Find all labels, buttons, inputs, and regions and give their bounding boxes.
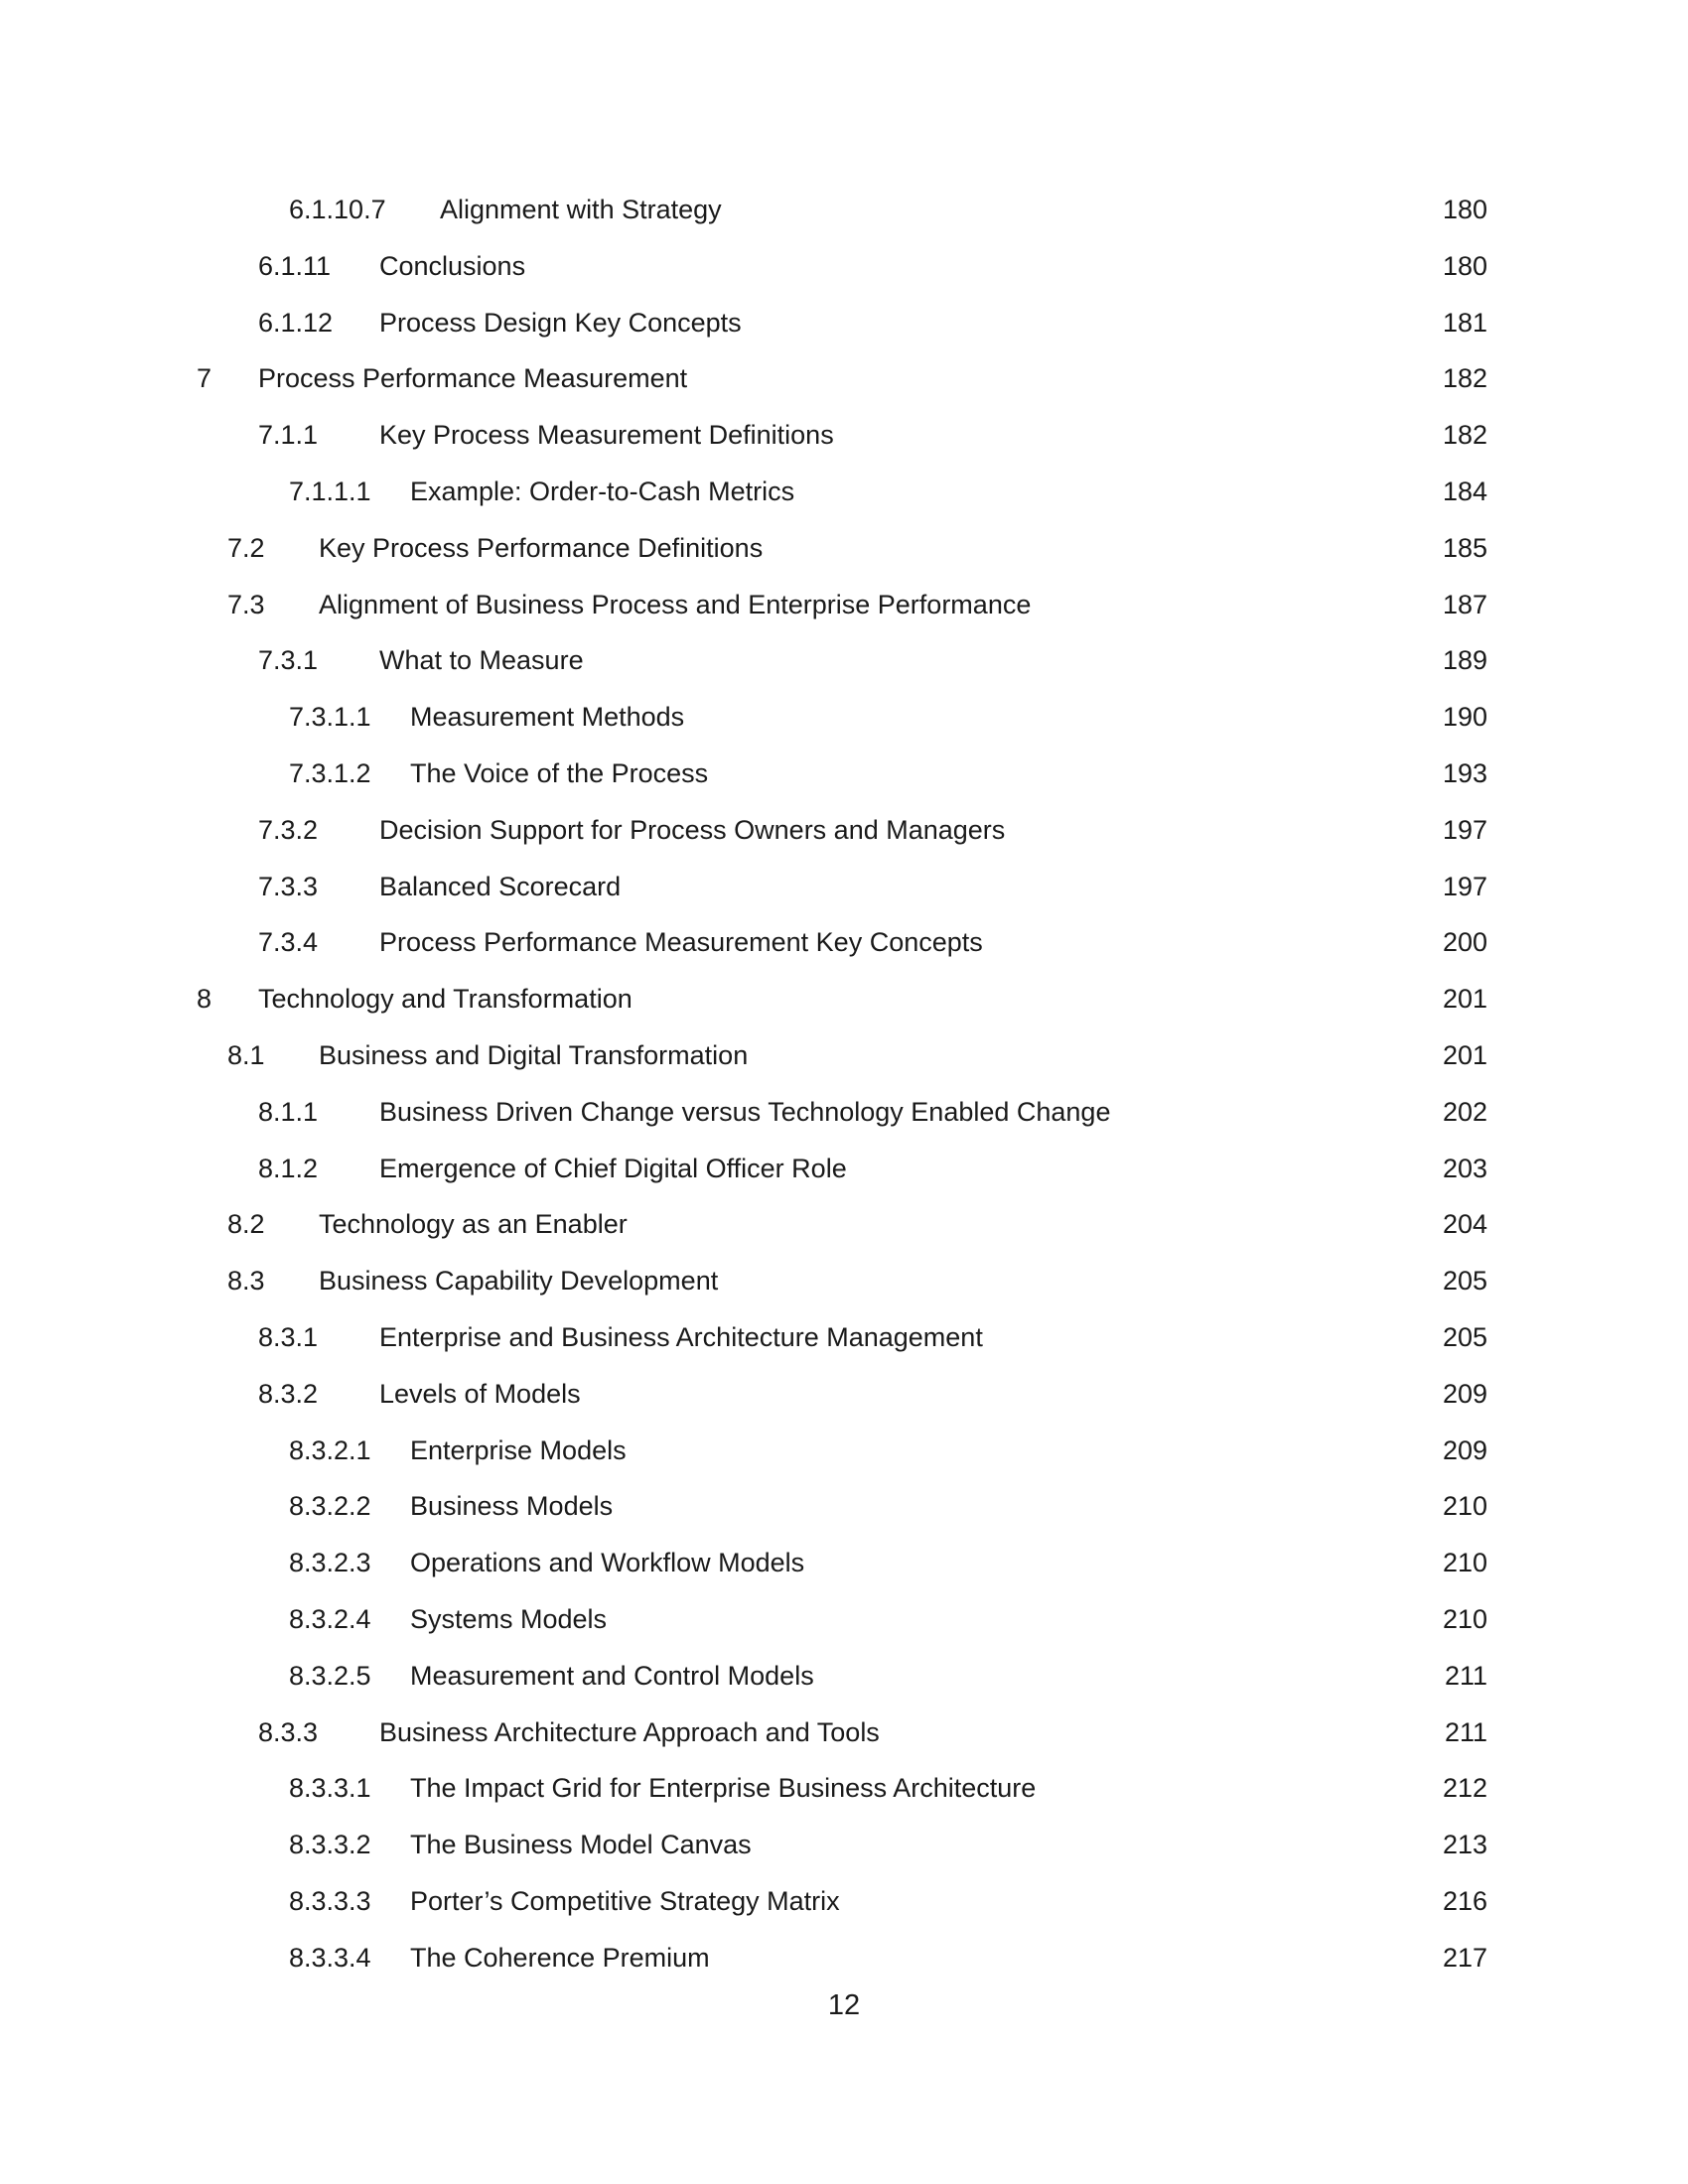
toc-entry-title: Process Performance Measurement xyxy=(258,363,688,394)
toc-entry-page: 187 xyxy=(1442,589,1487,619)
toc-entry-number: 8.3.2.1 xyxy=(289,1434,371,1465)
toc-entry-page: 216 xyxy=(1442,1885,1487,1916)
toc-entry-page: 211 xyxy=(1444,1660,1487,1691)
toc-entry-number: 8.1 xyxy=(227,1039,265,1070)
toc-entry-title: Example: Order-to-Cash Metrics xyxy=(410,476,795,506)
toc-entry-title: Decision Support for Process Owners and Managers xyxy=(379,814,1006,845)
toc-entry-title: Levels of Models xyxy=(379,1378,581,1409)
toc-entry[interactable] xyxy=(0,1209,1688,1266)
toc-entry[interactable] xyxy=(0,1886,1688,1943)
toc-entry[interactable] xyxy=(0,363,1688,420)
toc-entry-number: 8.3.3.4 xyxy=(289,1942,371,1973)
toc-entry-page: 203 xyxy=(1442,1153,1487,1183)
toc-entry-number: 8.3 xyxy=(227,1266,265,1297)
toc-entry-title: The Voice of the Process xyxy=(410,757,709,788)
toc-entry-title: Measurement Methods xyxy=(410,702,685,733)
toc-entry-title: Porter’s Competitive Strategy Matrix xyxy=(410,1885,840,1916)
toc-entry[interactable] xyxy=(0,815,1688,872)
toc-entry[interactable] xyxy=(0,1266,1688,1322)
toc-entry-title: Balanced Scorecard xyxy=(379,871,622,901)
toc-entry-title: What to Measure xyxy=(379,645,584,676)
toc-entry-number: 8 xyxy=(197,984,212,1015)
toc-entry[interactable] xyxy=(0,533,1688,590)
toc-entry-number: 6.1.10.7 xyxy=(289,195,386,224)
toc-entry[interactable] xyxy=(0,590,1688,646)
table-of-contents xyxy=(0,195,1688,1999)
toc-entry-number: 8.3.3.3 xyxy=(289,1885,371,1916)
toc-entry-page: 210 xyxy=(1442,1548,1487,1578)
toc-entry-title: Business Driven Change versus Technology Enabled Change xyxy=(379,1096,1111,1127)
toc-entry-page: 193 xyxy=(1442,757,1487,788)
toc-entry-title: Business and Digital Transformation xyxy=(319,1039,749,1070)
toc-entry-title: The Coherence Premium xyxy=(410,1942,710,1973)
toc-entry-page: 205 xyxy=(1442,1266,1487,1297)
toc-entry-page: 204 xyxy=(1442,1209,1487,1240)
toc-entry-number: 8.3.3.1 xyxy=(289,1773,371,1804)
toc-entry-page: 184 xyxy=(1442,476,1487,506)
toc-entry-page: 201 xyxy=(1442,984,1487,1015)
toc-entry-title: The Impact Grid for Enterprise Business Architecture xyxy=(410,1773,1037,1804)
toc-entry-page: 201 xyxy=(1442,1039,1487,1070)
toc-entry-number: 8.3.2 xyxy=(258,1378,319,1409)
page-number: 12 xyxy=(827,1989,861,2021)
toc-entry[interactable] xyxy=(0,1661,1688,1717)
toc-entry-number: 7.3.2 xyxy=(258,814,319,845)
toc-entry[interactable] xyxy=(0,1491,1688,1548)
toc-entry-number: 7.3.3 xyxy=(258,871,319,901)
toc-entry-page: 190 xyxy=(1442,702,1487,733)
toc-entry-number: 7.3 xyxy=(227,589,265,619)
toc-entry[interactable] xyxy=(0,984,1688,1040)
toc-entry-title: Alignment with Strategy xyxy=(440,195,722,224)
toc-entry-page: 210 xyxy=(1442,1603,1487,1634)
toc-entry-title: Enterprise Models xyxy=(410,1434,627,1465)
toc-entry-page: 217 xyxy=(1442,1942,1487,1973)
toc-entry-page: 185 xyxy=(1442,532,1487,563)
toc-entry[interactable] xyxy=(0,308,1688,364)
toc-entry-page: 209 xyxy=(1442,1434,1487,1465)
toc-entry-number: 8.3.2.5 xyxy=(289,1660,371,1691)
toc-entry-title: Business Architecture Approach and Tools xyxy=(379,1716,880,1747)
toc-entry-title: Measurement and Control Models xyxy=(410,1660,814,1691)
toc-entry-page: 189 xyxy=(1442,645,1487,676)
toc-entry[interactable] xyxy=(0,645,1688,702)
toc-entry-title: Process Performance Measurement Key Concepts xyxy=(379,927,983,958)
toc-entry-page: 211 xyxy=(1444,1716,1487,1747)
toc-entry[interactable] xyxy=(0,477,1688,533)
toc-entry-number: 8.3.1 xyxy=(258,1321,319,1352)
toc-entry-page: 197 xyxy=(1442,871,1487,901)
toc-entry-number: 6.1.12 xyxy=(258,307,334,338)
toc-entry-title: Technology as an Enabler xyxy=(319,1209,628,1240)
toc-entry-number: 7.3.4 xyxy=(258,927,319,958)
toc-entry-number: 8.3.2.2 xyxy=(289,1491,371,1522)
toc-entry-page: 182 xyxy=(1442,363,1487,394)
toc-entry-number: 8.3.3 xyxy=(258,1716,319,1747)
toc-entry-title: Alignment of Business Process and Enterprise Performance xyxy=(319,589,1032,619)
toc-entry-title: Process Design Key Concepts xyxy=(379,307,742,338)
toc-entry-number: 8.1.2 xyxy=(258,1153,319,1183)
toc-entry[interactable] xyxy=(0,1040,1688,1097)
toc-entry-title: Business Models xyxy=(410,1491,614,1522)
toc-entry[interactable] xyxy=(0,1322,1688,1379)
toc-entry-title: Operations and Workflow Models xyxy=(410,1548,805,1578)
toc-entry-page: 180 xyxy=(1442,195,1487,224)
toc-entry-number: 8.3.2.4 xyxy=(289,1603,371,1634)
toc-entry[interactable] xyxy=(0,1604,1688,1661)
toc-entry[interactable] xyxy=(0,1435,1688,1492)
toc-entry-title: Systems Models xyxy=(410,1603,608,1634)
toc-entry-page: 181 xyxy=(1442,307,1487,338)
toc-entry-title: Business Capability Development xyxy=(319,1266,719,1297)
toc-entry-page: 180 xyxy=(1442,250,1487,281)
toc-entry-page: 210 xyxy=(1442,1491,1487,1522)
toc-entry-number: 7.2 xyxy=(227,532,265,563)
toc-entry[interactable] xyxy=(0,1717,1688,1774)
toc-entry-number: 8.3.3.2 xyxy=(289,1830,371,1860)
toc-entry-page: 213 xyxy=(1442,1830,1487,1860)
toc-entry[interactable] xyxy=(0,702,1688,758)
toc-entry-page: 202 xyxy=(1442,1096,1487,1127)
toc-entry-page: 209 xyxy=(1442,1378,1487,1409)
toc-entry[interactable] xyxy=(0,872,1688,928)
toc-entry-number: 7.3.1.1 xyxy=(289,702,371,733)
toc-entry-number: 7.1.1.1 xyxy=(289,476,371,506)
toc-entry-number: 8.3.2.3 xyxy=(289,1548,371,1578)
toc-entry-page: 212 xyxy=(1442,1773,1487,1804)
toc-entry-number: 7.3.1.2 xyxy=(289,757,371,788)
toc-entry-number: 7.3.1 xyxy=(258,645,319,676)
toc-entry-title: Conclusions xyxy=(379,250,526,281)
toc-entry-number: 8.1.1 xyxy=(258,1096,319,1127)
toc-entry-title: Enterprise and Business Architecture Management xyxy=(379,1321,983,1352)
toc-entry[interactable] xyxy=(0,758,1688,815)
toc-entry-page: 200 xyxy=(1442,927,1487,958)
toc-entry[interactable] xyxy=(0,1097,1688,1154)
toc-entry[interactable] xyxy=(0,927,1688,984)
toc-entry-number: 7.1.1 xyxy=(258,420,319,451)
toc-entry[interactable] xyxy=(0,251,1688,308)
toc-entry-title: Key Process Measurement Definitions xyxy=(379,420,834,451)
toc-entry[interactable] xyxy=(0,195,1688,251)
toc-entry-page: 182 xyxy=(1442,420,1487,451)
toc-entry-number: 6.1.11 xyxy=(258,250,332,281)
toc-entry-number: 7 xyxy=(197,363,212,394)
toc-entry-title: Key Process Performance Definitions xyxy=(319,532,764,563)
toc-entry-title: Emergence of Chief Digital Officer Role xyxy=(379,1153,847,1183)
toc-entry[interactable] xyxy=(0,1154,1688,1210)
toc-entry[interactable] xyxy=(0,1379,1688,1435)
toc-entry-title: The Business Model Canvas xyxy=(410,1830,752,1860)
toc-entry[interactable] xyxy=(0,1773,1688,1830)
toc-entry-page: 197 xyxy=(1442,814,1487,845)
toc-entry[interactable] xyxy=(0,1548,1688,1604)
toc-entry-title: Technology and Transformation xyxy=(258,984,633,1015)
toc-entry-number: 8.2 xyxy=(227,1209,265,1240)
toc-entry-page: 205 xyxy=(1442,1321,1487,1352)
toc-entry[interactable] xyxy=(0,1830,1688,1886)
toc-entry[interactable] xyxy=(0,420,1688,477)
